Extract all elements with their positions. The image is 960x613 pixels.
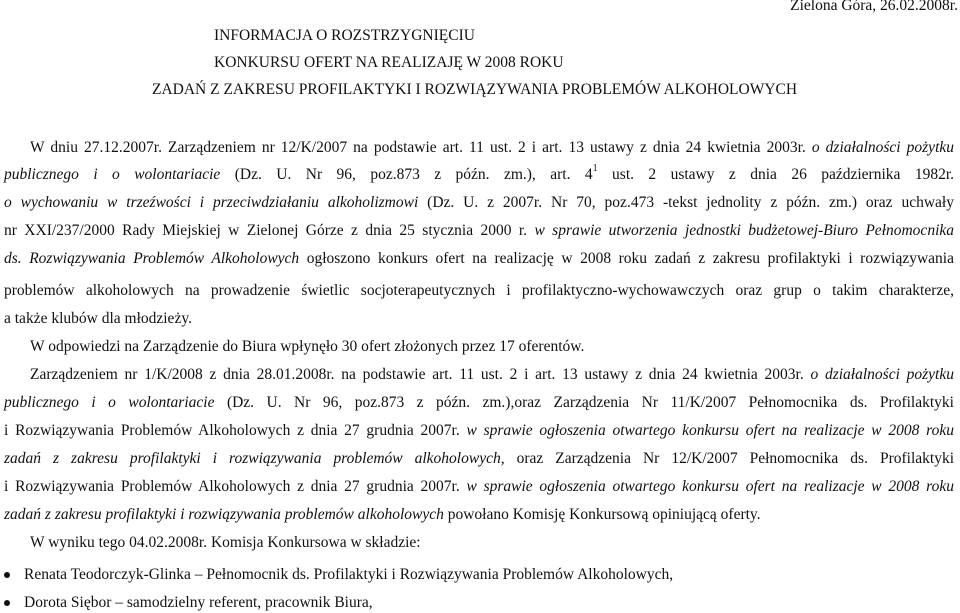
- p3-line-2: publicznego i o wolontariacie (Dz. U. Nr 96, poz.873 z późn. zm.),oraz Zarządzenia Nr 11/K/2007 Pełnomocnika ds. Profilaktyki: [4, 394, 954, 411]
- p3-line-4: zadań z zakresu profilaktyki i rozwiązywania problemów alkoholowych, oraz Zarządzenia Nr 12/K/2007 Pełnomocnika ds. Profilaktyki: [4, 450, 955, 467]
- member-1: Renata Teodorczyk-Glinka – Pełnomocnik ds. Profilaktyki i Rozwiązywania Problemów Alkoholowych,: [24, 566, 674, 583]
- date-place: Zielona Góra, 26.02.2008r.: [790, 0, 958, 14]
- header-line-3: ZADAŃ Z ZAKRESU PROFILAKTYKI I ROZWIĄZYWANIA PROBLEMÓW ALKOHOLOWYCH: [152, 81, 798, 98]
- bullet-icon: [4, 600, 10, 606]
- p3-line-1: Zarządzeniem nr 1/K/2008 z dnia 28.01.2008r. na podstawie art. 11 ust. 2 i art. 13 ustawy z dnia 24 kwietnia 2003r. o działalności pożytku: [30, 366, 954, 383]
- header-line-1: INFORMACJA O ROZSTRZYGNIĘCIU: [214, 27, 475, 44]
- p2: W odpowiedzi na Zarządzenie do Biura wpłynęło 30 ofert złożonych przez 17 oferentów.: [30, 338, 585, 355]
- p1-line-7: a także klubów dla młodzieży.: [4, 310, 192, 327]
- p3-line-6: zadań z zakresu profilaktyki i rozwiązywania problemów alkoholowych powołano Komisję Konkursową opiniującą oferty.: [4, 506, 761, 523]
- p1-line-1: W dniu 27.12.2007r. Zarządzeniem nr 12/K/2007 na podstawie art. 11 ust. 2 i art. 13 ustawy z dnia 24 kwietnia 2003r. o działalności pożytku: [30, 139, 954, 156]
- p1-line-2: publicznego i o wolontariacie (Dz. U. Nr 96, poz.873 z późn. zm.), art. $4^1$ ust. 2 ustawy z dnia 26 października 1982r.: [4, 162, 955, 183]
- p4: W wyniku tego 04.02.2008r. Komisja Konkursowa w składzie:: [30, 534, 421, 551]
- bullet-icon: [4, 572, 10, 578]
- p1-line-6: problemów alkoholowych na prowadzenie świetlic socjoterapeutycznych i profilaktyczno-wychowawczych oraz grup o takim charakterze,: [4, 282, 954, 299]
- p1-line-5: ds. Rozwiązywania Problemów Alkoholowych ogłoszono konkurs ofert na realizację w 2008 roku zadań z zakresu profilaktyki i rozwiązywania: [4, 250, 954, 267]
- p1-line-3: o wychowaniu w trzeźwości i przeciwdziałaniu alkoholizmowi (Dz. U. z 2007r. Nr 70, poz.473 -tekst jednolity z późn. zm.) oraz uchwały: [4, 194, 954, 211]
- p3-line-3: i Rozwiązywania Problemów Alkoholowych z dnia 27 grudnia 2007r. w sprawie ogłoszenia otwartego konkursu ofert na realizacje w 2008 roku: [4, 422, 954, 439]
- header-line-2: KONKURSU OFERT NA REALIZAJĘ W 2008 ROKU: [214, 54, 564, 71]
- member-2: Dorota Siębor – samodzielny referent, pracownik Biura,: [24, 594, 373, 611]
- p1-line-4: nr XXI/237/2000 Rady Miejskiej w Zielonej Górze z dnia 25 stycznia 2000 r. w sprawie utworzenia jednostki budżetowej-Biuro Pełnomocnika: [4, 222, 954, 239]
- p3-line-5: i Rozwiązywania Problemów Alkoholowych z dnia 27 grudnia 2007r. w sprawie ogłoszenia otwartego konkursu ofert na realizacje w 2008 roku: [4, 478, 954, 495]
